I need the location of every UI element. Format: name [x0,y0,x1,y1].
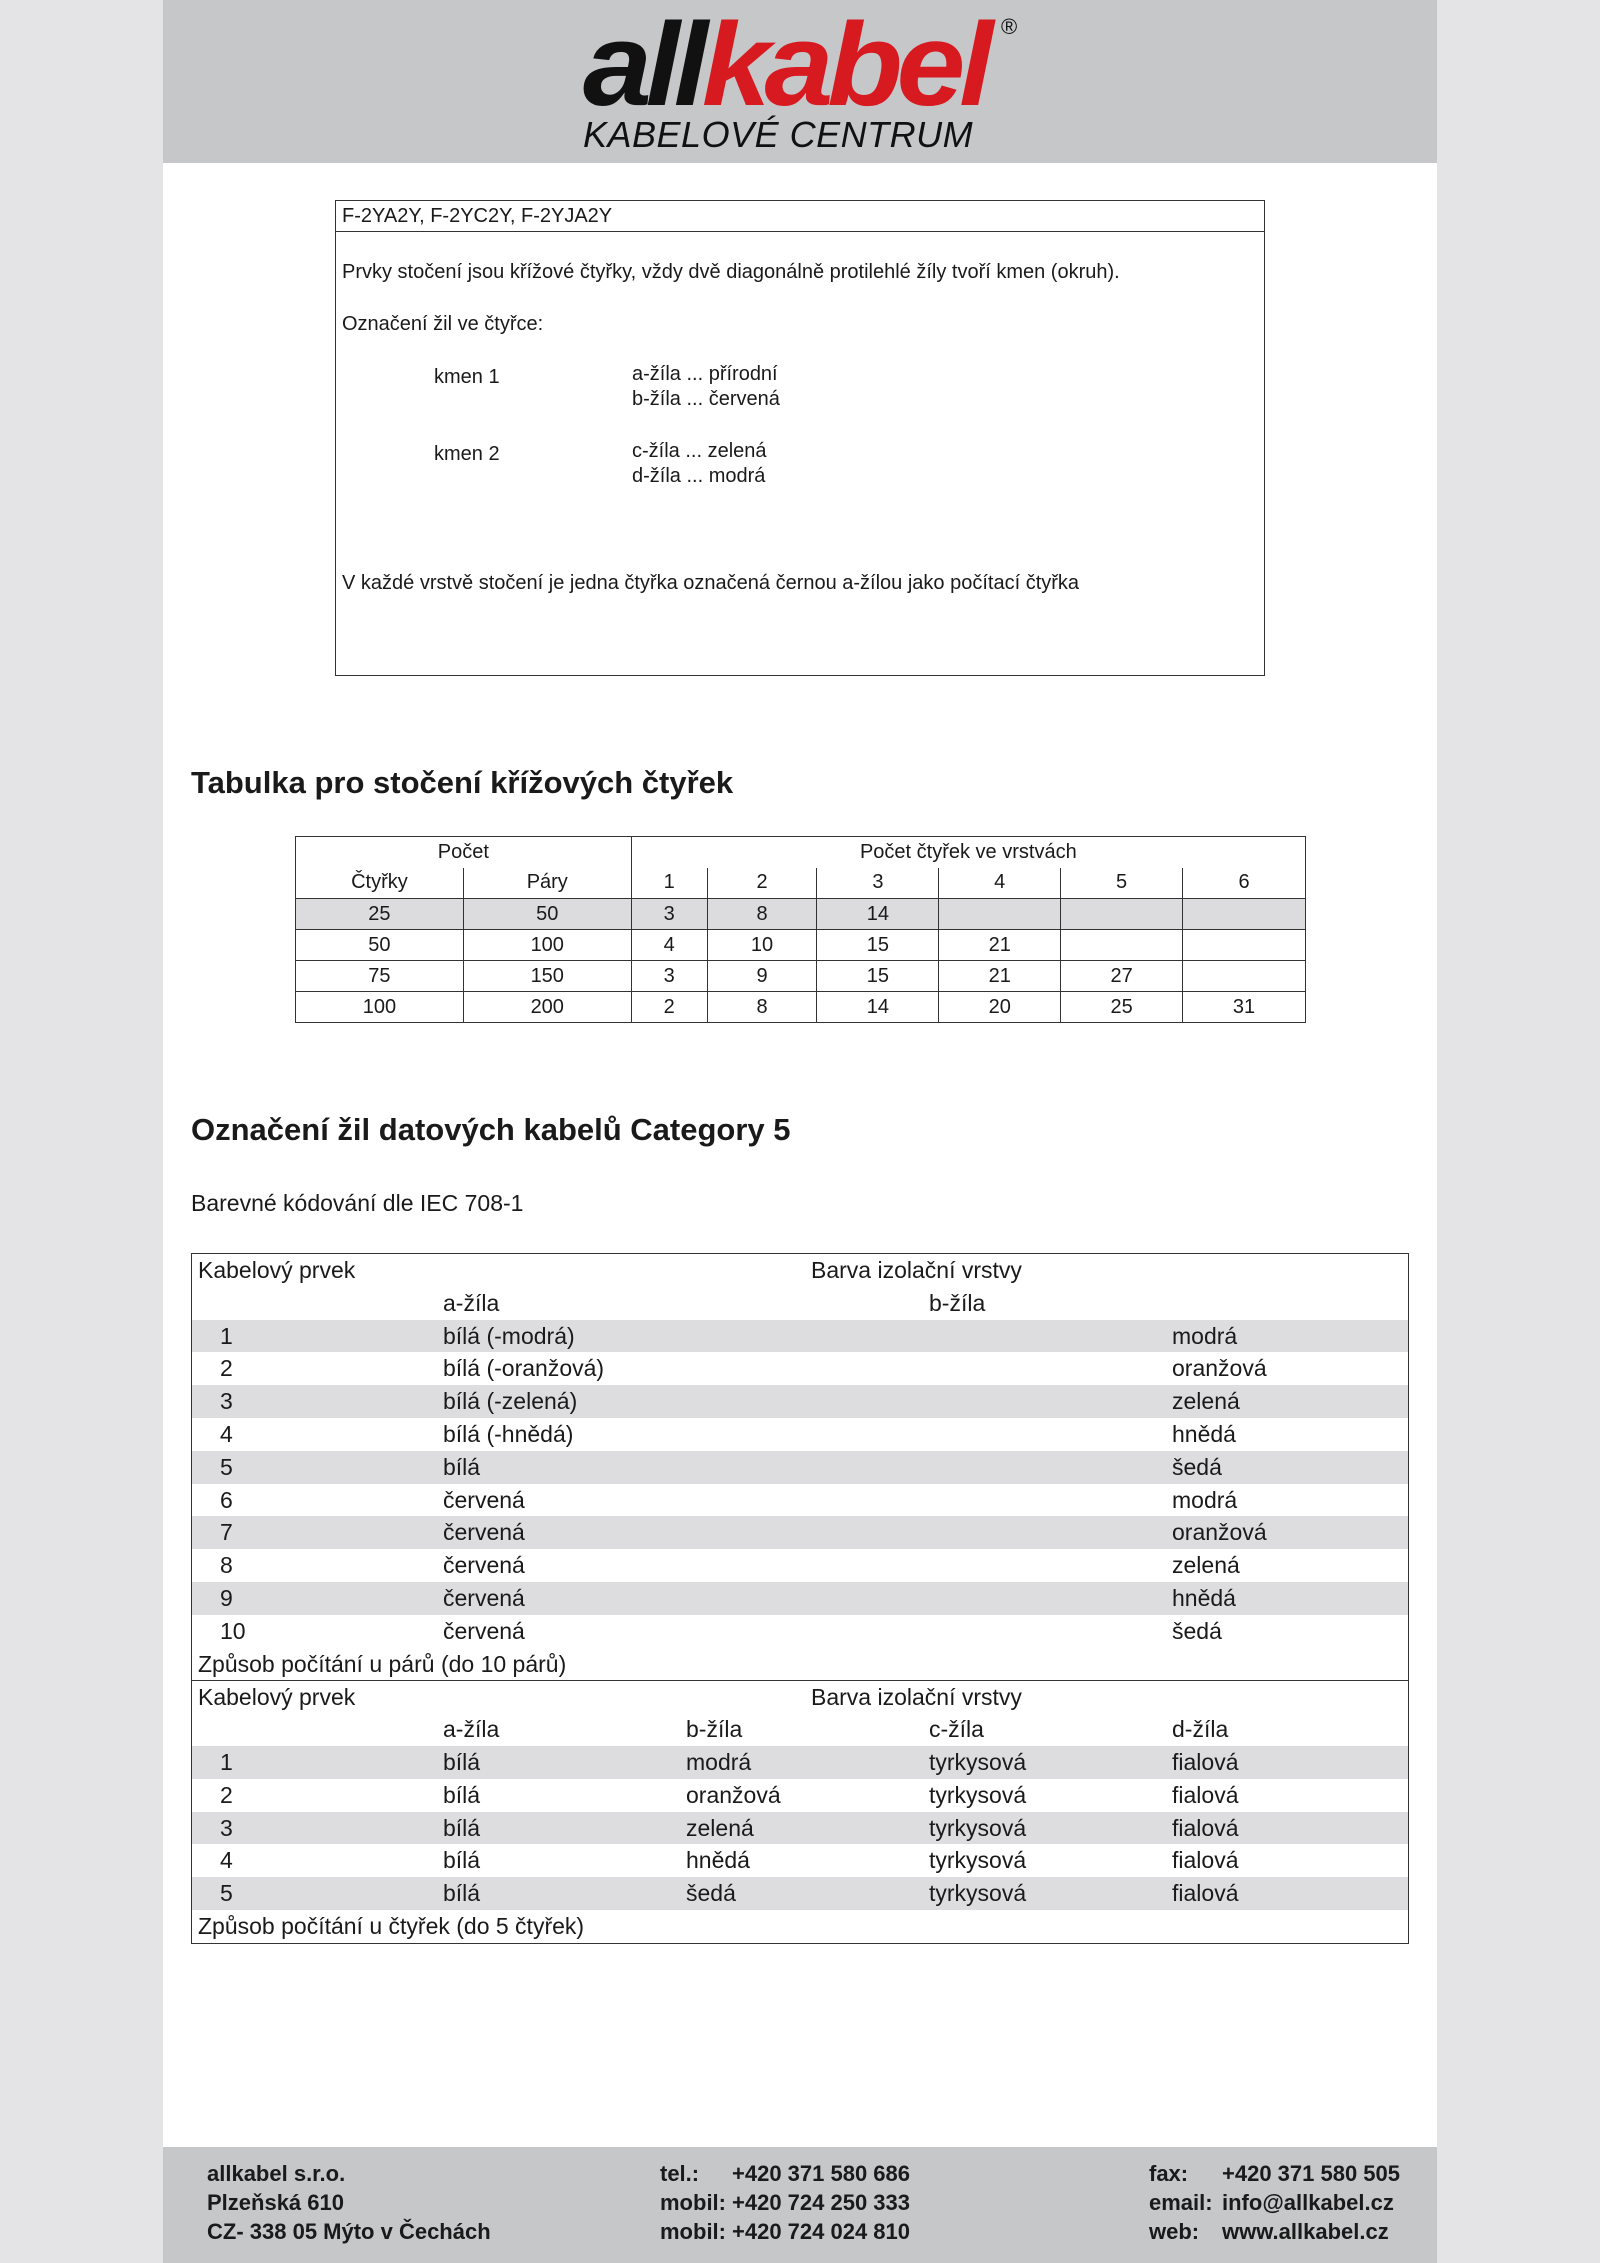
table-row: 4 bílá hnědá tyrkysová fialová [220,1847,1239,1874]
fax: +420 371 580 505 [1222,2161,1401,2186]
header-layer: 2 [707,868,817,899]
table-row: 6 červená modrá [220,1486,1238,1513]
kmen-2-label: kmen 2 [434,443,500,465]
table-row: 10 červená šedá [220,1617,1222,1644]
header-layer: 3 [817,868,939,899]
kmen-1-a: a-žíla ... přírodní [632,363,778,385]
cable-types: F-2YA2Y, F-2YC2Y, F-2YJA2Y [336,201,1264,232]
table-row: 5 bílá šedá [192,1451,1408,1484]
section-subtitle-iec: Barevné kódování dle IEC 708-1 [191,1190,524,1216]
quads-header-row [192,1680,1408,1713]
logo-subtitle: KABELOVÉ CENTRUM [583,114,974,155]
quads-footnote: Způsob počítání u čtyřek (do 5 čtyřek) [198,1912,585,1939]
kmen-1-b: b-žíla ... červená [632,388,780,410]
table-row: 7 červená oranžová [192,1516,1408,1549]
email-link[interactable]: info@allkabel.cz [1222,2190,1394,2215]
info-line-3: V každé vrstvě stočení je jedna čtyřka označená černou a-žílou jako počítací čtyřka [342,572,1080,594]
logo-kabel: kabel [701,0,988,131]
table-row: 9 červená hnědá [192,1582,1408,1615]
header-layer: 1 [631,868,707,899]
allkabel-logo [583,0,1043,156]
col-insulation-color: Barva izolační vrstvy [811,1684,1022,1711]
quads-subheader-row [192,1713,1408,1746]
col-c-wire: c-žíla [929,1716,984,1743]
table-row: 8 červená zelená [220,1552,1240,1579]
col-d-wire: d-žíla [1172,1716,1229,1743]
document-page [163,0,1437,2263]
info-line-1: Prvky stočení jsou křížové čtyřky, vždy dvě diagonálně protilehlé žíly tvoří kmen (okruh). [342,261,1120,283]
table-row: 3 bílá zelená tyrkysová fialová [192,1812,1408,1845]
table-row: 1 bílá modrá tyrkysová fialová [192,1746,1408,1779]
col-b-wire: b-žíla [929,1289,986,1316]
table-row: 2 bílá (-oranžová) oranžová [220,1355,1267,1382]
header-quads: Čtyřky [296,868,464,899]
cable-info-box [335,200,1265,676]
footer-contact-labels: fax: email: web: [1149,2161,1213,2244]
table-row: 3 bílá (-zelená) zelená [192,1385,1408,1418]
pairs-header-row [192,1254,1408,1287]
header-count: Počet [296,837,632,868]
table-row: 5 bílá šedá tyrkysová fialová [192,1877,1408,1910]
table-row: 50 100 4 10 15 21 [296,930,1306,961]
registered-mark: ® [1001,14,1018,39]
col-element: Kabelový prvek [198,1257,356,1283]
pairs-footnote: Způsob počítání u párů (do 10 párů) [198,1650,567,1677]
header-pairs: Páry [463,868,631,899]
footer-address [207,2159,491,2246]
table-row: 25 50 3 8 14 [296,899,1306,930]
header-layer: 4 [939,868,1061,899]
web-link[interactable]: www.allkabel.cz [1222,2219,1389,2244]
table-row: 100 200 2 8 14 20 25 31 [296,992,1306,1023]
col-a-wire: a-žíla [443,1716,500,1743]
section-title-cat5: Označení žil datových kabelů Category 5 [191,1112,791,1147]
phone: +420 371 580 686 [732,2161,911,2186]
footer-phones [732,2159,910,2246]
quad-layers-table [295,836,1306,1023]
table-row: 1 bílá (-modrá) modrá [192,1320,1408,1353]
footer-phone-labels: tel.: mobil: mobil: [660,2161,726,2244]
header-layer: 5 [1061,868,1183,899]
section-title-quads: Tabulka pro stočení křížových čtyřek [191,765,734,800]
table-row: 4 bílá (-hnědá) hnědá [220,1420,1236,1447]
logo-all: all [583,0,702,131]
table-row: 75 150 3 9 15 21 27 [296,961,1306,992]
col-insulation-color: Barva izolační vrstvy [811,1257,1022,1283]
header-layer: 6 [1183,868,1306,899]
info-line-2: Označení žil ve čtyřce: [342,313,544,335]
header-band [163,0,1437,163]
city: CZ- 338 05 Mýto v Čechách [207,2219,491,2244]
table-row: 2 bílá oranžová tyrkysová fialová [220,1781,1239,1808]
kmen-2-c: c-žíla ... zelená [632,440,767,462]
col-element: Kabelový prvek [198,1684,356,1711]
footer-contacts [1222,2159,1400,2246]
cat5-color-table [191,1253,1409,1944]
kmen-2-d: d-žíla ... modrá [632,465,766,487]
mobile-2: +420 724 024 810 [732,2219,911,2244]
footer-band [163,2147,1437,2263]
col-a-wire: a-žíla [443,1289,500,1316]
header-layers: Počet čtyřek ve vrstvách [631,837,1305,868]
mobile-1: +420 724 250 333 [732,2190,911,2215]
company-name: allkabel s.r.o. [207,2161,346,2186]
kmen-1-label: kmen 1 [434,366,500,388]
pairs-subheader-row [192,1287,1408,1320]
street: Plzeňská 610 [207,2190,344,2215]
col-b-wire: b-žíla [686,1716,743,1743]
